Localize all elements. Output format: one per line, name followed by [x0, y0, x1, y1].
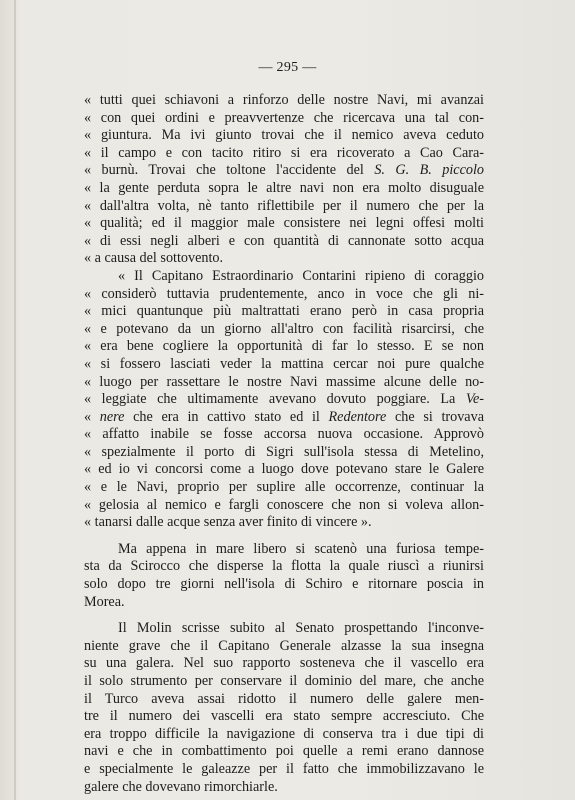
text-line: « nere che era in cattivo stato ed il Redentore che si trovava: [84, 408, 484, 425]
text-line: « Il Capitano Estraordinario Contarini ripieno di coraggio: [118, 267, 484, 284]
page-number: — 295 —: [258, 60, 317, 75]
text-line: « con quei ordini e preavvertenze che ricercava una tal con-: [84, 109, 484, 126]
text-line: su una galera. Nel suo rapporto sosteneva che il vascello era: [84, 655, 484, 672]
paragraph-quote-2: [84, 268, 484, 532]
text-line: « ed io vi concorsi come a luogo dove potevano stare le Galere: [84, 461, 484, 478]
text-line: Morea.: [84, 593, 125, 610]
text-line: sta da Scirocco che disperse la flotta la quale riuscì a riunirsi: [84, 558, 484, 575]
text-line: galere che dovevano rimorchiarle.: [84, 778, 278, 795]
body-text: [84, 92, 484, 796]
text-line: « si fossero lasciati veder la mattina cercar noi pure qualche: [84, 355, 484, 372]
text-line: solo dopo tre giorni nell'isola di Schiro e ritornare poscia in: [84, 576, 484, 593]
text-line: tre il numero dei vascelli era stato sempre accresciuto. Che: [84, 708, 484, 725]
text-line: « spezialmente il porto di Sigri sull'isola stessa di Metelino,: [84, 443, 484, 460]
text-line: « considerò tuttavia prudentemente, anco in voce che gli ni-: [84, 285, 484, 302]
paragraph-para-4: [84, 620, 484, 796]
page-fold-shadow: [14, 0, 16, 800]
text-line: « luogo per rassettare le nostre Navi massime alcune delle no-: [84, 373, 484, 390]
text-line: « qualità; ed il maggior male consistere nei legni offesi molti: [84, 215, 484, 232]
text-line: « burnù. Trovai che toltone l'accidente del S. G. B. piccolo: [84, 162, 485, 179]
text-line: « mici quantunque più maltrattati erano però in casa propria: [84, 303, 484, 320]
text-line: Ma appena in mare libero si scatenò una furiosa tempe-: [118, 540, 484, 557]
text-line: « leggiate che ultimamente avevano dovuto poggiare. La Ve-: [84, 391, 484, 408]
text-line: « era bene cogliere la opportunità di far lo stesso. E se non: [84, 338, 484, 355]
text-line: « la gente perduta sopra le altre navi non era molto disuguale: [84, 179, 484, 196]
paragraph-gap: [84, 611, 484, 620]
text-line: « a causa del sottovento.: [84, 250, 224, 267]
text-line: « di essi negli alberi e con quantità di cannonate sotto acqua: [84, 232, 484, 249]
text-line: « affatto inabile se fosse accorsa nuova occasione. Approvò: [84, 426, 484, 443]
text-line: « e le Navi, proprio per suplire alle occorrenze, continuar la: [84, 479, 484, 496]
text-line: Il Molin scrisse subito al Senato prospettando l'inconve-: [118, 620, 484, 637]
text-line: « il campo e con tacito ritiro si era ricoverato a Cao Cara-: [84, 144, 484, 161]
paragraph-gap: [84, 532, 484, 541]
text-line: « giuntura. Ma ivi giunto trovai che il nemico aveva ceduto: [84, 127, 484, 144]
text-line: niente grave che il Capitano Generale alzasse la sua insegna: [84, 637, 484, 654]
text-line: « dall'altra volta, nè tanto riflettibile per il numero che per la: [84, 197, 484, 214]
paragraph-para-3: [84, 541, 484, 611]
text-line: il Turco aveva assai ridotto il numero delle galere men-: [84, 690, 484, 707]
text-line: e specialmente le galeazze per il fatto che immobilizzavano le: [84, 760, 484, 777]
text-line: era troppo difficile la navigazione di conserva tra i due tipi di: [84, 725, 484, 742]
text-line: il solo strumento per conservare il dominio del mare, che anche: [84, 673, 484, 689]
paragraph-quote-1: [84, 92, 484, 268]
text-line: « tutti quei schiavoni a rinforzo delle nostre Navi, mi avanzai: [84, 92, 484, 108]
text-line: « e potevano da un giorno all'altro con facilità risarcirsi, che: [84, 320, 484, 337]
text-line: navi e che in combattimento poi quelle a remi erano dannose: [84, 743, 484, 760]
text-line: « tanarsi dalle acque senza aver finito di vincere ».: [84, 514, 372, 531]
text-line: « gelosia al nemico e fargli conoscere che non si voleva allon-: [84, 496, 484, 513]
